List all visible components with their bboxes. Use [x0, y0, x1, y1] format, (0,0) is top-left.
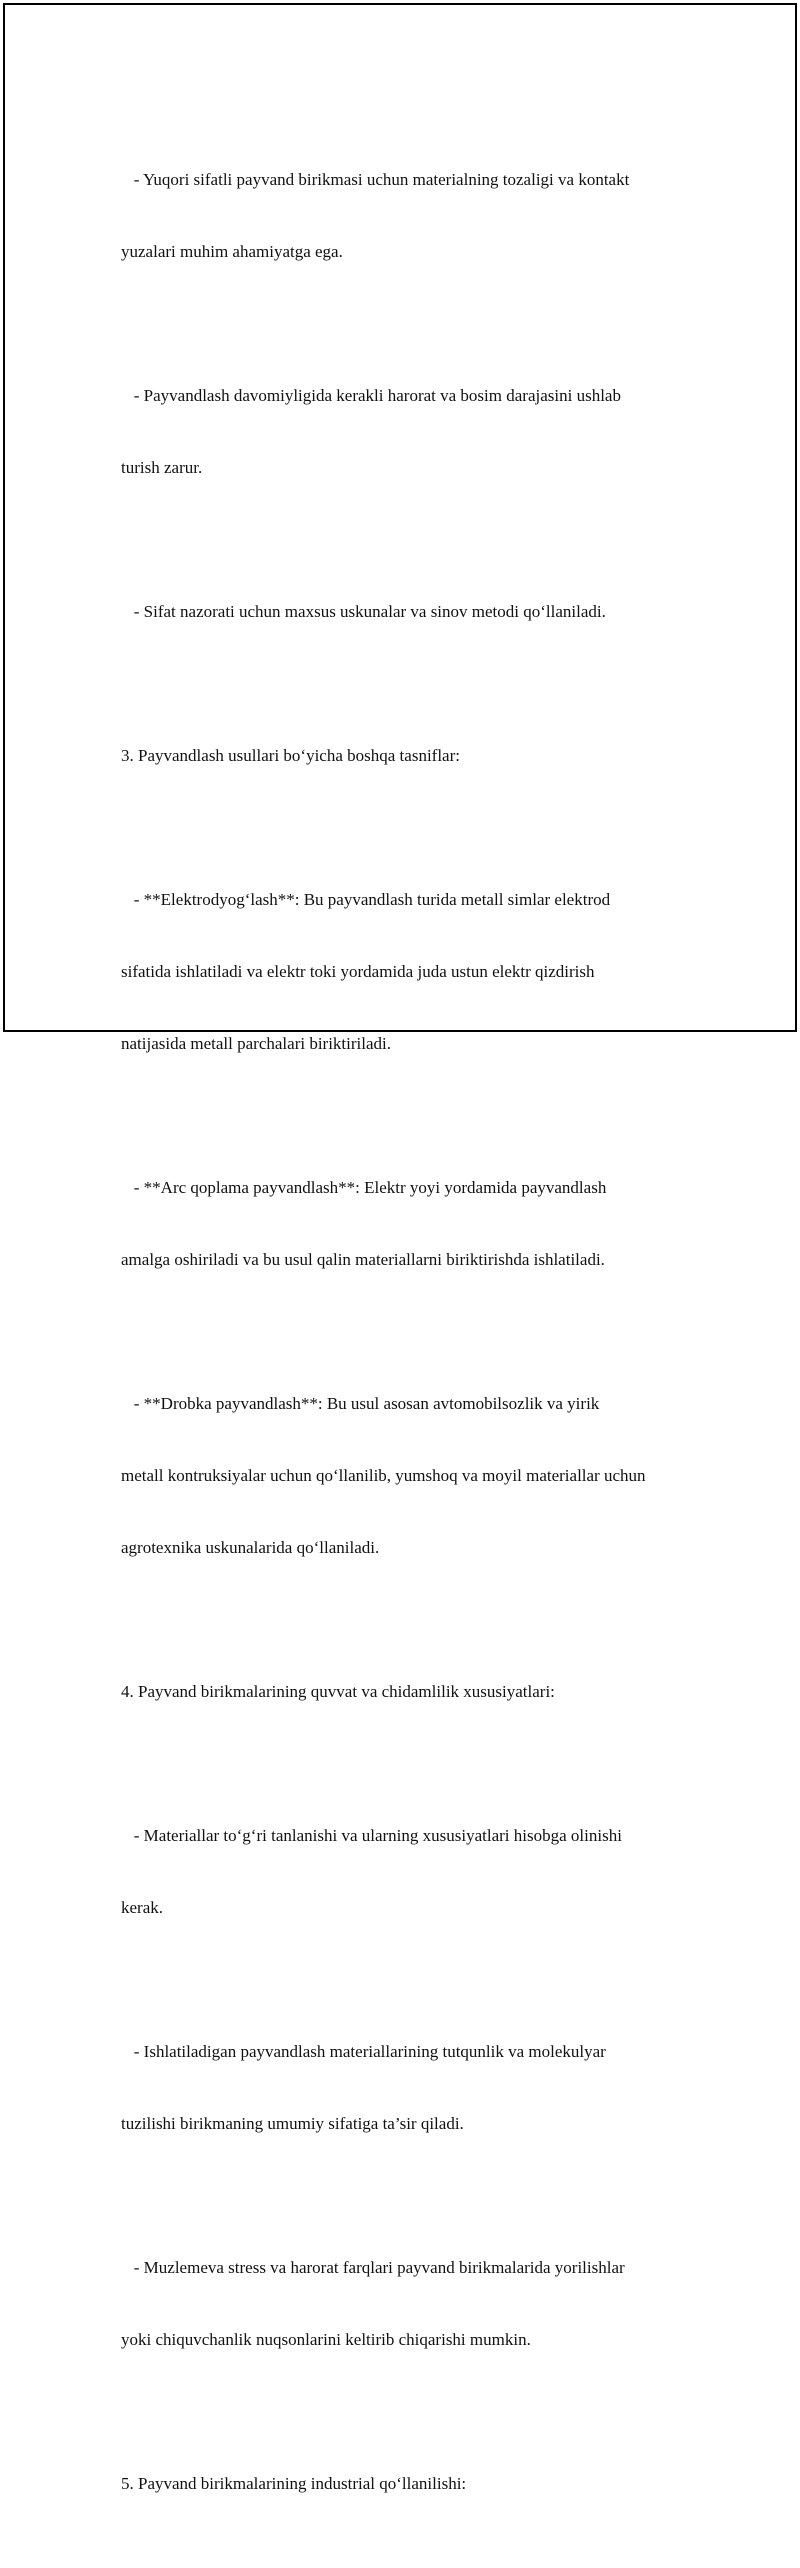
- paragraph-bullet: [121, 1128, 701, 1320]
- text-line: - Ishlatiladigan payvandlash materiallarining tutqunlik va molekulyar: [121, 2042, 606, 2061]
- section-heading: [121, 696, 701, 816]
- text-line: kerak.: [121, 1898, 164, 1917]
- text-line: - **Elektrodyog‘lash**: Bu payvandlash turida metall simlar elektrod: [121, 890, 611, 909]
- document-body: [121, 120, 701, 2568]
- text-line: - Sifat nazorati uchun maxsus uskunalar va sinov metodi qo‘llaniladi.: [121, 602, 606, 621]
- text-line: yoki chiquvchanlik nuqsonlarini keltirib chiqarishi mumkin.: [121, 2330, 531, 2349]
- text-line: - Payvandlash davomiyligida kerakli harorat va bosim darajasini ushlab: [121, 386, 621, 405]
- text-line: sifatida ishlatiladi va elektr toki yordamida juda ustun elektr qizdirish: [121, 962, 595, 981]
- paragraph-bullet: [121, 336, 701, 528]
- text-line: metall kontruksiyalar uchun qo‘llanilib, yumshoq va moyil materiallar uchun: [121, 1466, 646, 1485]
- paragraph-bullet: [121, 840, 701, 1104]
- page-frame: [3, 3, 797, 2493]
- text-line: - Yuqori sifatli payvand birikmasi uchun materialning tozaligi va kontakt: [121, 170, 630, 189]
- section-heading: [121, 2424, 701, 2544]
- text-line: - Muzlemeva stress va harorat farqlari payvand birikmalarida yorilishlar: [121, 2258, 625, 2277]
- text-line: - **Arc qoplama payvandlash**: Elektr yoyi yordamida payvandlash: [121, 1178, 607, 1197]
- text-line: yuzalari muhim ahamiyatga ega.: [121, 242, 343, 261]
- text-line: 4. Payvand birikmalarining quvvat va chidamlilik xususiyatlari:: [121, 1682, 555, 1701]
- section-heading: [121, 1632, 701, 1752]
- paragraph-bullet: [121, 120, 701, 312]
- text-line: turish zarur.: [121, 458, 203, 477]
- paragraph-bullet: [121, 1776, 701, 1968]
- paragraph-bullet: [121, 1344, 701, 1608]
- text-line: 3. Payvandlash usullari bo‘yicha boshqa tasniflar:: [121, 746, 460, 765]
- text-line: tuzilishi birikmaning umumiy sifatiga ta’sir qiladi.: [121, 2114, 464, 2133]
- text-line: natijasida metall parchalari biriktiriladi.: [121, 1034, 392, 1053]
- text-line: amalga oshiriladi va bu usul qalin materiallarni biriktirishda ishlatiladi.: [121, 1250, 605, 1269]
- paragraph-bullet: [121, 552, 701, 672]
- text-line: - **Drobka payvandlash**: Bu usul asosan avtomobilsozlik va yirik: [121, 1394, 600, 1413]
- text-line: agrotexnika uskunalarida qo‘llaniladi.: [121, 1538, 380, 1557]
- paragraph-bullet: [121, 1992, 701, 2184]
- paragraph-bullet: [121, 2208, 701, 2400]
- text-line: - Materiallar to‘g‘ri tanlanishi va ularning xususiyatlari hisobga olinishi: [121, 1826, 622, 1845]
- text-line: 5. Payvand birikmalarining industrial qo‘llanilishi:: [121, 2474, 467, 2493]
